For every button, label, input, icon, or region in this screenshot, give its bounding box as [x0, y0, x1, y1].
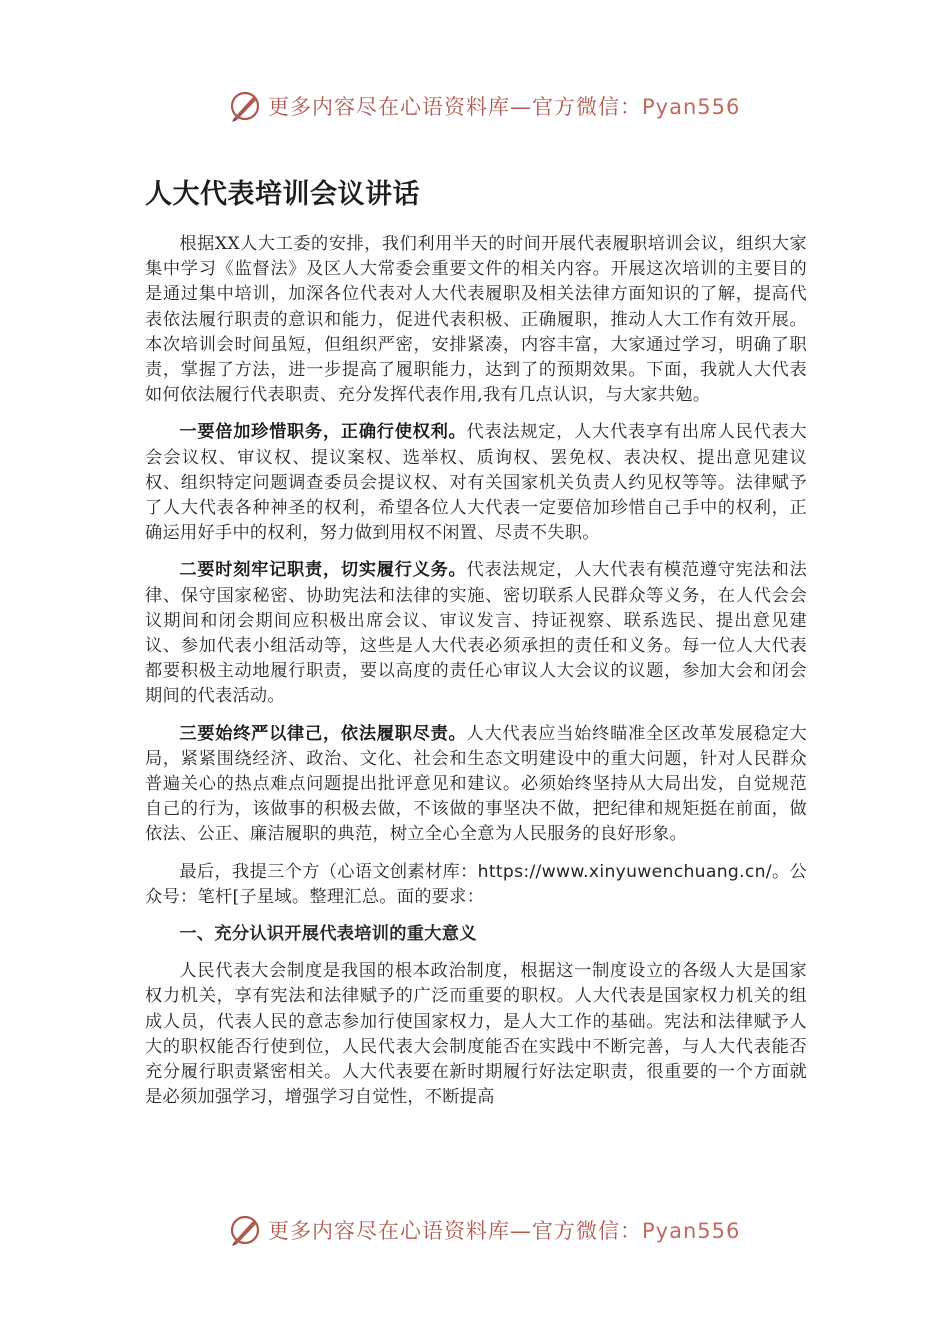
pen-circle-logo-icon — [228, 1213, 262, 1247]
point-two-lead: 二要时刻牢记职责，切实履行义务。 — [179, 560, 467, 581]
document-body — [145, 232, 807, 1123]
section-heading: 一、充分认识开展代表培训的重大意义 — [179, 924, 477, 945]
point-one-lead: 一要倍加珍惜职务，正确行使权利。 — [179, 422, 467, 443]
banner-text: 更多内容尽在心语资料库—官方微信：Pyan556 — [268, 1219, 741, 1243]
final-paragraph: 人民代表大会制度是我国的根本政治制度，根据这一制度设立的各级人大是国家权力机关，享有宪法和法律赋予的广泛而重要的职权。人大代表是国家权力机关的组成人员，代表人民的意志参加行使国家权力，是人大工作的基础。宪法和法律赋予人大的职权能否行使到位，人民代表大会制度能否在实践中不断完善，与人大代表能否充分履行职责紧密相关。人大代表要在新时期履行好法定职责，很重要的一个方面就是必须加强学习，增强学习自觉性，不断提高 — [145, 961, 807, 1108]
banner-handle: Pyan556 — [642, 95, 741, 119]
point-two-paragraph: 二要时刻牢记职责，切实履行义务。代表法规定，人大代表有模范遵守宪法和法律、保守国家秘密、协助宪法和法律的实施、密切联系人民群众等义务，在人代会会议期间和闭会期间应积极出席会议、审议发言、持证视察、联系选民、提出意见建议、参加代表小组活动等，这些是人大代表必须承担的责任和义务。每一位人大代表都要积极主动地履行职责，要以高度的责任心审议人大会议的议题，参加大会和闭会期间的代表活动。 — [145, 560, 808, 707]
point-three-lead: 三要始终严以律己，依法履职尽责。 — [179, 723, 467, 744]
source-url: https://www.xinyuwenchuang.cn/ — [477, 861, 772, 882]
header-banner — [228, 86, 748, 126]
point-three-paragraph: 三要始终严以律己，依法履职尽责。人大代表应当始终瞄准全区改革发展稳定大局，紧紧围绕经济、政治、文化、社会和生态文明建设中的重大问题，针对人民群众普遍关心的热点难点问题提出批评意见和建议。必须始终坚持从大局出发，自觉规范自己的行为，该做事的积极去做，不该做的事坚决不做，把纪律和规矩挺在前面，做依法、公正、廉洁履职的典范，树立全心全意为人民服务的良好形象。 — [145, 723, 808, 845]
document-title: 人大代表培训会议讲话 — [145, 179, 420, 210]
pen-circle-logo-icon — [228, 89, 262, 123]
footer-banner — [228, 1210, 748, 1250]
point-one-paragraph: 一要倍加珍惜职务，正确行使权利。代表法规定，人大代表享有出席人民代表大会会议权、审议权、提议案权、选举权、质询权、罢免权、表决权、提出意见建议权、组织特定问题调查委员会提议权、对有关国家机关负责人约见权等等。法律赋予了人大代表各种神圣的权利，希望各位人大代表一定要倍加珍惜自己手中的权利，正确运用好手中的权利，努力做到用权不闲置、尽责不失职。 — [145, 422, 808, 544]
banner-handle: Pyan556 — [642, 1219, 741, 1243]
intro-paragraph: 根据XX人大工委的安排，我们利用半天的时间开展代表履职培训会议，组织大家集中学习《监督法》及区人大常委会重要文件的相关内容。开展这次培训的主要目的是通过集中培训，加深各位代表对人大代表履职及相关法律方面知识的了解，提高代表依法履行职责的意识和能力，促进代表积极、正确履职，推动人大工作有效开展。本次培训会时间虽短，但组织严密，安排紧凑，内容丰富，大家通过学习，明确了职责，掌握了方法，进一步提高了履职能力，达到了的预期效果。下面，我就人大代表如何依法履行代表职责、充分发挥代表作用,我有几点认识，与大家共勉。 — [145, 234, 807, 406]
banner-text: 更多内容尽在心语资料库—官方微信：Pyan556 — [268, 95, 741, 119]
closing-paragraph: 最后，我提三个方（心语文创素材库：https://www.xinyuwenchuang.cn/。公众号：笔杆[子星域。整理汇总。面的要求： — [145, 861, 807, 907]
